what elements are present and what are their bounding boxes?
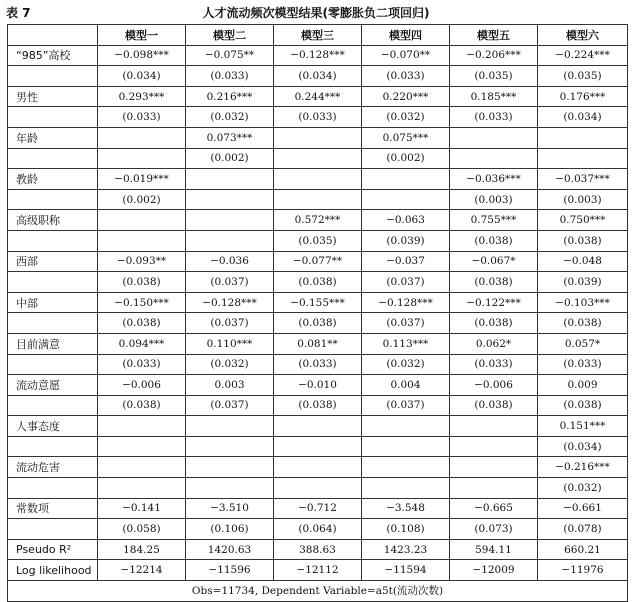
table-cell: (0.037) [186, 313, 274, 334]
table-cell [362, 436, 450, 457]
table-cell: (0.032) [186, 354, 274, 375]
table-cell: 0.004 [362, 375, 450, 396]
table-cell: (0.038) [274, 272, 362, 293]
row-label [8, 436, 98, 457]
row-label [8, 189, 98, 210]
table-cell: 0.110*** [186, 333, 274, 354]
table-cell: (0.032) [362, 354, 450, 375]
table-cell: (0.037) [186, 395, 274, 416]
table-cell [362, 457, 450, 478]
table-cell: −11976 [538, 560, 628, 581]
table-cell [274, 478, 362, 499]
row-label: 流动危害 [8, 457, 98, 478]
coefficient-row [8, 251, 628, 272]
table-cell: 0.073*** [186, 127, 274, 148]
table-cell: 0.009 [538, 375, 628, 396]
table-cell: (0.078) [538, 519, 628, 540]
table-cell: −0.206*** [450, 45, 538, 66]
table-cell: (0.038) [98, 313, 186, 334]
table-cell: (0.002) [98, 189, 186, 210]
stderr-row [8, 395, 628, 416]
row-label [8, 519, 98, 540]
table-cell: −0.019*** [98, 169, 186, 190]
table-cell: −0.128*** [362, 292, 450, 313]
coefficient-row [8, 45, 628, 66]
row-label [8, 66, 98, 87]
table-cell: −11596 [186, 560, 274, 581]
coefficient-row [8, 292, 628, 313]
table-cell [362, 478, 450, 499]
stderr-row [8, 354, 628, 375]
coefficient-row [8, 375, 628, 396]
coefficient-row [8, 333, 628, 354]
table-cell: −0.010 [274, 375, 362, 396]
table-cell: −0.665 [450, 498, 538, 519]
table-cell: (0.035) [538, 66, 628, 87]
row-label: 中部 [8, 292, 98, 313]
table-cell: −0.141 [98, 498, 186, 519]
table-cell: (0.058) [98, 519, 186, 540]
table-cell [186, 478, 274, 499]
table-cell: −0.036 [186, 251, 274, 272]
table-cell [274, 127, 362, 148]
row-label [8, 478, 98, 499]
row-label [8, 148, 98, 169]
header-cell [8, 25, 98, 46]
table-cell: (0.002) [362, 148, 450, 169]
table-cell [186, 189, 274, 210]
table-cell [98, 478, 186, 499]
row-label: 男性 [8, 86, 98, 107]
header-cell: 模型六 [538, 25, 628, 46]
table-cell: −0.037*** [538, 169, 628, 190]
stderr-row [8, 230, 628, 251]
table-title: 人才流动频次模型结果(零膨胀负二项回归) [202, 6, 430, 20]
header-cell: 模型三 [274, 25, 362, 46]
table-cell: 388.63 [274, 539, 362, 560]
table-cell: (0.039) [362, 230, 450, 251]
table-cell: −0.063 [362, 210, 450, 231]
table-cell: −12214 [98, 560, 186, 581]
table-cell [274, 457, 362, 478]
stat-row [8, 539, 628, 560]
table-cell: 0.244*** [274, 86, 362, 107]
table-cell [186, 230, 274, 251]
table-cell: −0.048 [538, 251, 628, 272]
table-cell [98, 416, 186, 437]
stderr-row [8, 107, 628, 128]
table-cell: −0.006 [450, 375, 538, 396]
table-cell [98, 210, 186, 231]
table-cell: (0.037) [362, 395, 450, 416]
table-cell: (0.033) [98, 107, 186, 128]
table-cell: −0.155*** [274, 292, 362, 313]
table-cell: (0.035) [274, 230, 362, 251]
table-cell: (0.003) [538, 189, 628, 210]
table-cell: −0.122*** [450, 292, 538, 313]
table-cell: (0.033) [450, 354, 538, 375]
table-cell [538, 148, 628, 169]
table-cell: 0.057* [538, 333, 628, 354]
table-body [8, 45, 628, 580]
table-cell: 0.003 [186, 375, 274, 396]
table-cell: 0.572*** [274, 210, 362, 231]
table-cell: (0.033) [98, 354, 186, 375]
table-cell: −3.510 [186, 498, 274, 519]
row-label: 目前满意 [8, 333, 98, 354]
table-cell: (0.033) [362, 66, 450, 87]
table-cell [98, 230, 186, 251]
table-cell: 0.176*** [538, 86, 628, 107]
coefficient-row [8, 416, 628, 437]
table-cell: (0.033) [538, 354, 628, 375]
table-cell: 0.185*** [450, 86, 538, 107]
table-cell: (0.003) [450, 189, 538, 210]
table-cell [274, 169, 362, 190]
table-number: 表 7 [6, 6, 31, 20]
table-cell: (0.038) [450, 230, 538, 251]
table-cell: −0.224*** [538, 45, 628, 66]
coefficient-row [8, 127, 628, 148]
table-cell [98, 457, 186, 478]
header-cell: 模型一 [98, 25, 186, 46]
table-cell [362, 169, 450, 190]
table-cell: −3.548 [362, 498, 450, 519]
stderr-row [8, 148, 628, 169]
table-cell [362, 189, 450, 210]
row-label [8, 354, 98, 375]
table-cell: (0.002) [186, 148, 274, 169]
table-cell: −0.712 [274, 498, 362, 519]
table-cell: (0.034) [538, 107, 628, 128]
table-cell: (0.108) [362, 519, 450, 540]
table-cell: 0.075*** [362, 127, 450, 148]
table-cell: (0.038) [538, 395, 628, 416]
table-cell: (0.038) [274, 313, 362, 334]
table-cell [186, 457, 274, 478]
stderr-row [8, 478, 628, 499]
table-cell: 0.293*** [98, 86, 186, 107]
coefficient-row [8, 86, 628, 107]
table-cell: (0.034) [274, 66, 362, 87]
table-cell: (0.037) [362, 313, 450, 334]
table-cell [450, 457, 538, 478]
table-cell: −0.661 [538, 498, 628, 519]
table-cell: (0.037) [186, 272, 274, 293]
stderr-row [8, 272, 628, 293]
header-cell: 模型二 [186, 25, 274, 46]
stderr-row [8, 436, 628, 457]
table-cell [98, 127, 186, 148]
table-cell [362, 416, 450, 437]
row-label: “985”高校 [8, 45, 98, 66]
table-cell: −12112 [274, 560, 362, 581]
table-cell: (0.064) [274, 519, 362, 540]
table-cell: −0.103*** [538, 292, 628, 313]
table-cell: 0.081** [274, 333, 362, 354]
table-cell: (0.038) [450, 272, 538, 293]
row-label: 流动意愿 [8, 375, 98, 396]
header-row [8, 25, 628, 46]
table-cell: −0.128*** [274, 45, 362, 66]
table-cell: 0.216*** [186, 86, 274, 107]
table-cell: (0.038) [538, 313, 628, 334]
table-cell: (0.073) [450, 519, 538, 540]
table-cell: (0.038) [538, 230, 628, 251]
table-cell [186, 436, 274, 457]
table-cell: (0.033) [186, 66, 274, 87]
table-cell: (0.032) [186, 107, 274, 128]
table-cell [274, 436, 362, 457]
table-cell: 0.755*** [450, 210, 538, 231]
row-label: 人事态度 [8, 416, 98, 437]
table-cell [538, 127, 628, 148]
header-cell: 模型五 [450, 25, 538, 46]
row-label: 常数项 [8, 498, 98, 519]
regression-table [7, 24, 628, 602]
table-cell: 0.750*** [538, 210, 628, 231]
stderr-row [8, 313, 628, 334]
table-cell: (0.032) [362, 107, 450, 128]
header-cell: 模型四 [362, 25, 450, 46]
table-cell: 0.062* [450, 333, 538, 354]
table-cell: 0.113*** [362, 333, 450, 354]
row-label: 西部 [8, 251, 98, 272]
table-cell: −0.093** [98, 251, 186, 272]
row-label [8, 313, 98, 334]
coefficient-row [8, 498, 628, 519]
row-label [8, 272, 98, 293]
coefficient-row [8, 169, 628, 190]
row-label [8, 395, 98, 416]
table-cell: (0.034) [98, 66, 186, 87]
table-cell [450, 416, 538, 437]
table-cell: (0.039) [538, 272, 628, 293]
table-cell [186, 210, 274, 231]
table-cell: −0.070** [362, 45, 450, 66]
table-cell [450, 436, 538, 457]
table-cell: (0.038) [450, 313, 538, 334]
table-cell [186, 169, 274, 190]
table-cell: −11594 [362, 560, 450, 581]
table-cell [450, 148, 538, 169]
table-cell: 0.094*** [98, 333, 186, 354]
table-cell [274, 189, 362, 210]
table-cell [450, 478, 538, 499]
row-label [8, 230, 98, 251]
stderr-row [8, 189, 628, 210]
table-cell: (0.035) [450, 66, 538, 87]
table-cell: −0.098*** [98, 45, 186, 66]
table-cell: −12009 [450, 560, 538, 581]
table-cell: 0.151*** [538, 416, 628, 437]
table-cell [98, 436, 186, 457]
table-cell: −0.216*** [538, 457, 628, 478]
table-cell: −0.006 [98, 375, 186, 396]
table-cell: 660.21 [538, 539, 628, 560]
stat-row [8, 560, 628, 581]
stderr-row [8, 519, 628, 540]
table-cell: (0.033) [274, 354, 362, 375]
table-cell: 1423.23 [362, 539, 450, 560]
table-cell: (0.033) [450, 107, 538, 128]
table-cell: (0.038) [98, 272, 186, 293]
row-label: Pseudo R² [8, 539, 98, 560]
table-cell: −0.067* [450, 251, 538, 272]
table-cell: (0.106) [186, 519, 274, 540]
table-cell: 1420.63 [186, 539, 274, 560]
row-label: Log likelihood [8, 560, 98, 581]
table-caption [0, 3, 632, 23]
row-label: 年龄 [8, 127, 98, 148]
table-cell: 0.220*** [362, 86, 450, 107]
table-cell [274, 148, 362, 169]
table-cell: (0.038) [274, 395, 362, 416]
table-cell [274, 416, 362, 437]
table-cell: −0.075** [186, 45, 274, 66]
table-cell: (0.032) [538, 478, 628, 499]
table-cell: −0.150*** [98, 292, 186, 313]
table-cell: (0.038) [450, 395, 538, 416]
table-cell: 184.25 [98, 539, 186, 560]
stderr-row [8, 66, 628, 87]
table-cell: −0.128*** [186, 292, 274, 313]
table-cell: −0.037 [362, 251, 450, 272]
table-cell [98, 148, 186, 169]
row-label: 教龄 [8, 169, 98, 190]
table-cell: −0.077** [274, 251, 362, 272]
coefficient-row [8, 457, 628, 478]
coefficient-row [8, 210, 628, 231]
table-footnote: Obs=11734, Dependent Variable=a5t(流动次数) [8, 581, 628, 602]
footer-row [8, 581, 628, 602]
table-cell [186, 416, 274, 437]
table-cell: −0.036*** [450, 169, 538, 190]
row-label [8, 107, 98, 128]
table-cell: (0.033) [274, 107, 362, 128]
table-cell: (0.034) [538, 436, 628, 457]
row-label: 高级职称 [8, 210, 98, 231]
table-cell [450, 127, 538, 148]
table-cell: 594.11 [450, 539, 538, 560]
table-cell: (0.037) [362, 272, 450, 293]
table-cell: (0.038) [98, 395, 186, 416]
